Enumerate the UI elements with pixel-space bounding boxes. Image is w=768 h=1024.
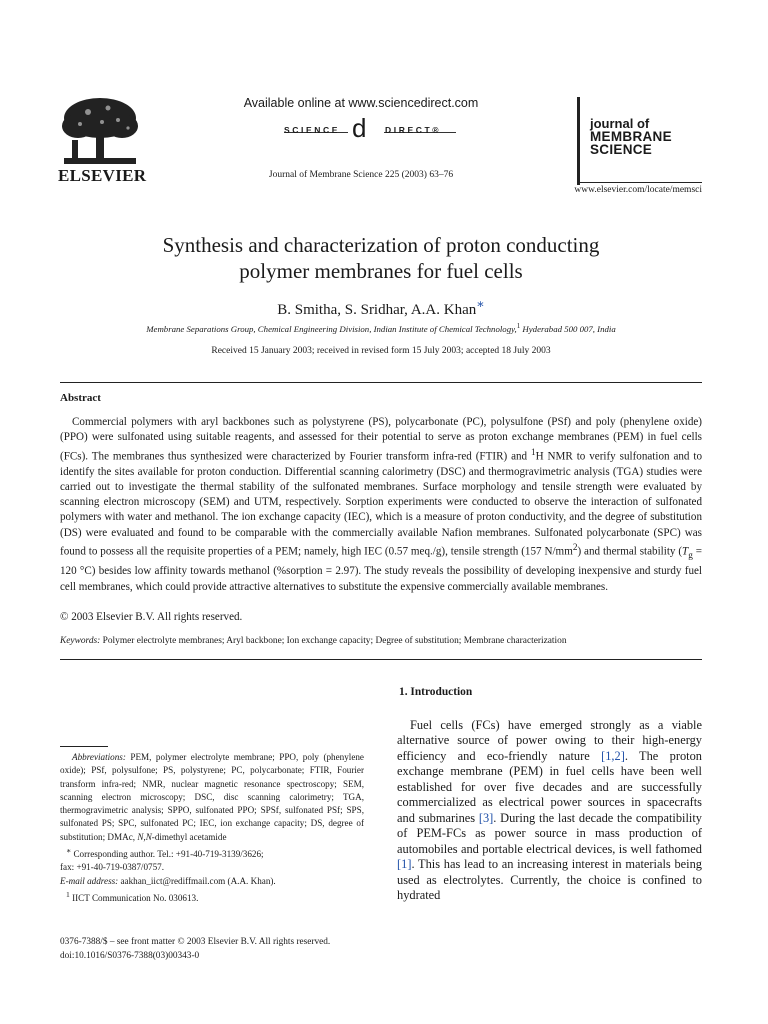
keywords	[60, 636, 702, 646]
journal-logo-line: MEMBRANE	[590, 129, 672, 144]
journal-logo-line: journal of	[590, 116, 650, 131]
abstract-top-rule	[60, 382, 702, 383]
abbreviations-label: Abbreviations:	[72, 752, 126, 762]
citation-link[interactable]: [1]	[397, 857, 412, 872]
affiliation	[60, 322, 702, 334]
authors-text: B. Smitha, S. Sridhar, A.A. Khan	[277, 302, 477, 318]
keywords-text: Polymer electrolyte membranes; Aryl backbone; Ion exchange capacity; Degree of substitution; Membrane characterization	[100, 636, 567, 646]
affiliation-city: Hyderabad 500 007, India	[520, 323, 616, 334]
tg-symbol: T	[682, 545, 689, 558]
corresponding-author-text: Corresponding author. Tel.: +91-40-719-3139/3626;	[71, 849, 264, 860]
introduction-body	[397, 718, 702, 903]
abbreviations-text: -dimethyl acetamide	[151, 831, 227, 842]
journal-logo	[590, 117, 700, 156]
abstract-body	[60, 415, 702, 595]
front-matter-line: 0376-7388/$ – see front matter © 2003 Elsevier B.V. All rights reserved.	[60, 937, 331, 947]
author-list	[60, 296, 702, 319]
affiliation-footnote-mark: 1	[516, 322, 521, 330]
journal-logo-rule	[577, 97, 580, 185]
abbreviations-text: PEM, polymer electrolyte membrane; PPO, poly (phenylene oxide); PSf, polysulfone; PS, polystyrene; PC, polycarbonate; FTIR, Fourier transform infra-red; NMR, nuclear magnetic resonance spectroscopy; SEM, scanning electron microscopy; DSC, disc scanning calorimetry; TGA, thermogravimetric analysis; SPPO, sulfonated PPO; SPSf, sulfonated PSf; SPS, sulfonated PS; SPC, sulfonated PC; IEC, ion exchange capacity; DS, degree of substitution; DMAc,	[60, 752, 364, 842]
citation-link[interactable]: [1,2]	[601, 748, 625, 763]
journal-logo-rule-bottom	[577, 182, 702, 183]
footnote-1-mark: 1	[66, 890, 70, 900]
footnotes	[60, 751, 364, 905]
article-title	[60, 232, 702, 284]
journal-reference: Journal of Membrane Science 225 (2003) 63–76	[268, 170, 454, 180]
keywords-label: Keywords:	[60, 636, 101, 646]
doi-line[interactable]: doi:10.1016/S0376-7388(03)00343-0	[60, 951, 200, 961]
abstract-text: ) and thermal stability (	[577, 545, 683, 558]
received-dates: Received 15 January 2003; received in revised form 15 July 2003; accepted 18 July 2003	[211, 346, 551, 356]
copyright-notice: © 2003 Elsevier B.V. All rights reserved.	[60, 611, 243, 623]
fax-text: fax: +91-40-719-0387/0757.	[60, 862, 164, 873]
abstract-text: H NMR to verify sulfonation and to identify the sites available for proton conduction. Differential scanning calorimetry (DSC) and thermogravimetric analysis (TGA) studies were carried out to investigate the thermal stability of the sulfonated membranes. Surface morphology and tensile strength were evaluated by scanning electron microscopy (SEM) and UTM, respectively. Sorption experiments were conducted to observe the interaction of sulfonated polymers with water and methanol. The ion exchange capacity (IEC), which is a measure of proton conductivity, and the degree of substitution (DS) were evaluated and found to be comparable with the commercially available Nafion membranes. Sulfonated polycarbonate (SPC) was found to possess all the requisite properties of a PEM; namely, high IEC (0.57 meq./g), tensile strength (157 N/mm	[60, 450, 702, 558]
intro-text: Fuel cells (FCs) have emerged strongly as a viable alternative source of power owing to their high-energy efficiency and eco-friendly nature	[397, 718, 702, 763]
sciencedirect-logo-right: DIRECT®	[385, 125, 442, 135]
corresponding-mark: ∗	[66, 846, 72, 856]
footnote-rule	[60, 746, 108, 747]
journal-url[interactable]: www.elsevier.com/locate/memsci	[574, 185, 702, 195]
tg-subscript: g	[688, 550, 693, 561]
intro-text: . During the last decade the compatibility of PEM-FCs as power source in mass production of automobiles and portable electrical devices, is well fathomed	[397, 810, 702, 856]
abstract-text: = 120 °C) besides low affinity towards methanol (%sorption = 2.97). The study reveals the possibility of developing inexpensive and sturdy fuel cell membranes, which could provide attractive alternatives to substitute the expensive commercially available membranes.	[60, 545, 702, 593]
nmr-superscript: 1	[531, 447, 536, 458]
corresponding-author-link[interactable]: ∗	[476, 297, 485, 311]
email-label: E-mail address:	[60, 875, 119, 886]
unit-superscript: 2	[572, 543, 578, 554]
page-footer	[60, 935, 330, 963]
sciencedirect-logo-mark: d	[352, 113, 367, 143]
title-line: Synthesis and characterization of proton conducting	[162, 233, 600, 257]
available-online-text[interactable]: Available online at www.sciencedirect.com	[243, 96, 479, 110]
title-line: polymer membranes for fuel cells	[239, 259, 523, 283]
sciencedirect-logo-left: SCIENCE	[284, 125, 340, 135]
abbreviations-italic: N,N	[137, 831, 152, 842]
intro-text: . The proton exchange membrane (PEM) in fuel cells have been well established for over five decades and are successfully commercialized as electrical power sources in spacecrafts and submarines	[397, 748, 703, 825]
publisher-name: ELSEVIER	[58, 166, 147, 185]
citation-link[interactable]: [3]	[478, 810, 494, 825]
email-address[interactable]: aakhan_iict@rediffmail.com (A.A. Khan).	[118, 875, 276, 886]
footnote-1-text: IICT Communication No. 030613.	[69, 893, 199, 904]
section-heading-introduction: 1. Introduction	[399, 686, 473, 698]
intro-text: . This has lead to an increasing interest in materials being used as electrolytes. Currently, the choice is confined to hydrated	[397, 857, 702, 902]
elsevier-tree-logo	[58, 96, 142, 168]
abstract-text: Commercial polymers with aryl backbones such as polystyrene (PS), polycarbonate (PC), polysulfone (PSf) and poly (phenylene oxide) (PPO) were sulfonated using suitable reagents, and assessed for their potential to serve as proton exchange membranes (PEM) in fuel cells (FCs). The membranes thus synthesized were characterized by Fourier transform infra-red (FTIR) and	[60, 416, 702, 463]
abstract-bottom-rule	[60, 659, 702, 660]
journal-logo-line: SCIENCE	[590, 142, 653, 157]
affiliation-text: Membrane Separations Group, Chemical Engineering Division, Indian Institute of Chemical Technology,	[146, 323, 517, 334]
abstract-heading: Abstract	[60, 392, 101, 404]
